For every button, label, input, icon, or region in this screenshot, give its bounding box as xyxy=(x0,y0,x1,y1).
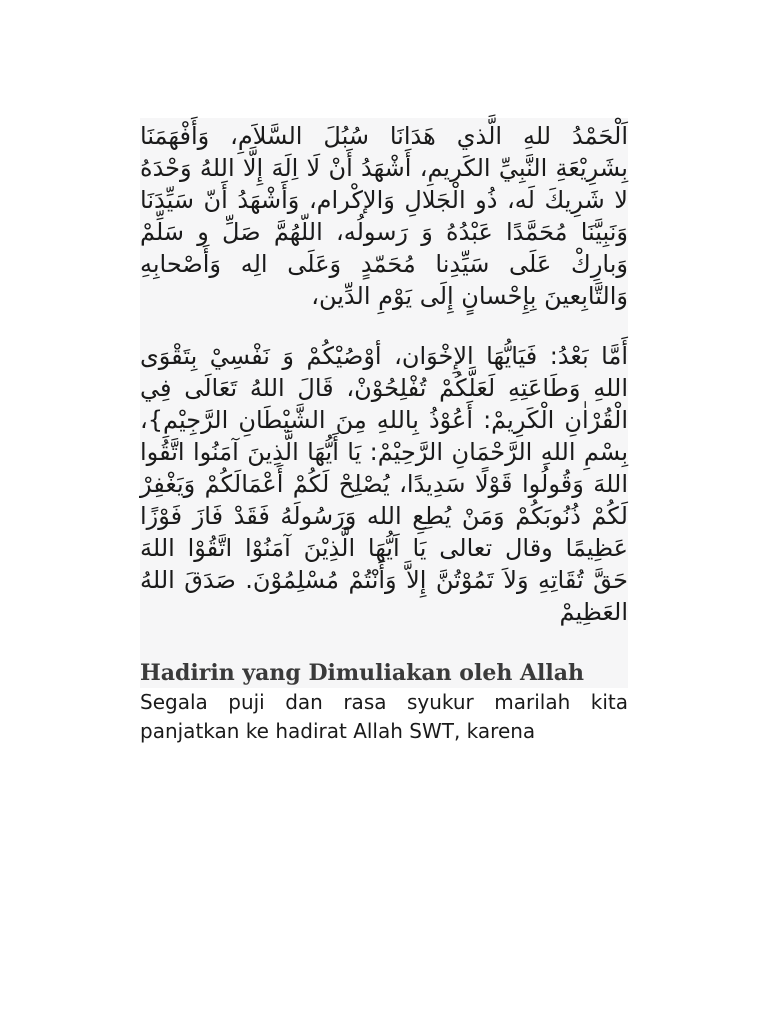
paragraph-spacer xyxy=(140,312,628,340)
arabic-amma-badu-paragraph: أَمَّا بَعْدُ: فَيَايُّهَا الإِخْوَان، أوْصُيْكُمْ وَ نَفْسِيْ بِتَقْوَى اللهِ وَطَاعَتِهِ لَعَلَّكُمْ تُفْلِحُوْنْ، قَالَ اللهُ تَعَالَى فِي الْقُرْاٰنِ الْكَرِيمْ: أَعُوْذُ بِاللهِ مِنَ الشَّيْطَانِ الرَّجِيْمِ}، بِسْمِ اللهِ الرَّحْمَانِ الرَّحِيْمْ: يَا أَيُّهَا الَّذِينَ آمَنُوا اتَّقُوا اللهَ وَقُولُوا قَوْلًا سَدِيدًا، يُصْلِحْ لَكُمْ أَعْمَالَكُمْ وَيَغْفِرْ لَكُمْ ذُنُوبَكُمْ وَمَنْ يُطِعِ الله وَرَسُولَهُ فَقَدْ فَازَ فَوْزًا عَظِيمًا وقال تعالى يَا اَيُّهَا الَّذِيْنَ آمَنُوْا اتَّقُوْا اللهَ حَقَّ تُقَاتِهِ وَلاَ تَمُوْتُنَّ إِلاَّ وَأَنْتُمْ مُسْلِمُوْنَ. صَدَقَ اللهُ العَظِيمْ xyxy=(140,342,628,626)
body-paragraph: Segala puji dan rasa syukur marilah kita panjatkan ke hadirat Allah SWT, karena xyxy=(140,688,628,746)
section-spacer xyxy=(140,628,628,658)
section-heading: Hadirin yang Dimuliakan oleh Allah xyxy=(140,660,585,686)
document-page xyxy=(140,118,628,746)
arabic-opening-paragraph: اَلْحَمْدُ للهِ الَّذي هَدَانَا سُبُلَ السَّلاَمِ، وَأَفْهَمَنَا بِشَرِيْعَةِ النَّبِيِّ الكَريمِ، أَشْهَدُ أَنْ لَا اِلَهَ إِلَّا اللهُ وَحْدَهُ لا شَرِيكَ لَه، ذُو الْجَلالِ وَالإكْرام، وَأَشْهَدُ أَنّ سَيِّدَنَا وَنَبِيَّنَا مُحَمَّدًا عَبْدُهُ وَ رَسولُه، اللّهُمَّ صَلِّ و سَلِّمْ وَبارِكْ عَلَى سَيِّدِنا مُحَمّدٍ وَعَلَى الِه وَأَصْحابِهِ وَالتَّابِعينَ بِإِحْسانٍ إِلَى يَوْمِ الدِّين، xyxy=(140,122,628,310)
arabic-section xyxy=(140,118,628,688)
